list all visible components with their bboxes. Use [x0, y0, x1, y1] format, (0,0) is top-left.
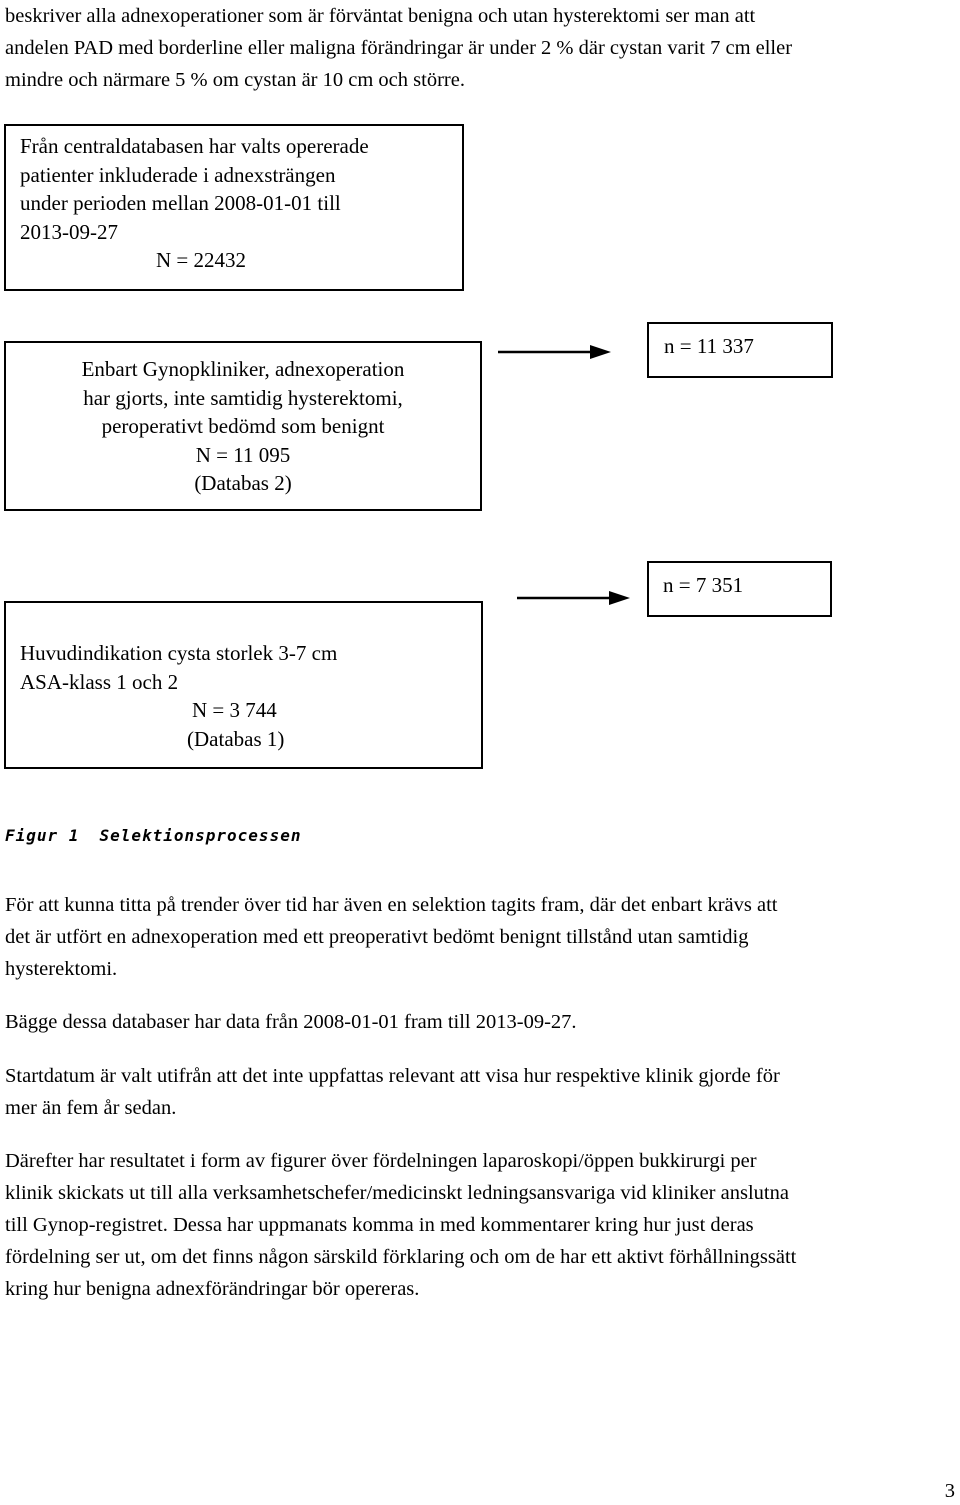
flow-box-line: Enbart Gynopkliniker, adnexoperation: [81, 357, 405, 381]
figure-title: Selektionsprocessen: [99, 826, 302, 845]
flow-box-line: har gjorts, inte samtidig hysterektomi,: [83, 385, 403, 410]
arrow-right-icon: [517, 589, 632, 607]
flow-box-database-2: [4, 341, 482, 511]
flow-box-line: ASA-klass 1 och 2: [20, 669, 179, 694]
excluded-count: n = 11 337: [664, 334, 754, 358]
page-number: 3: [944, 1480, 955, 1502]
flow-box-line: under perioden mellan 2008-01-01 till: [20, 191, 341, 215]
arrow-right-icon: [498, 343, 613, 361]
flow-box-line: (Databas 1): [187, 726, 285, 751]
flow-box-excluded-1: [647, 322, 833, 378]
flow-box-line: patienter inkluderade i adnexsträngen: [20, 162, 336, 187]
text-line: andelen PAD med borderline eller maligna förändringar är under 2 % där cystan varit 7 cm eller: [5, 37, 793, 59]
flow-box-database-1: [4, 601, 483, 769]
text-line: Bägge dessa databaser har data från 2008-01-01 fram till 2013-09-27.: [5, 1011, 577, 1033]
text-line: Startdatum är valt utifrån att det inte uppfattas relevant att visa hur respektive klinik gjorde för: [5, 1065, 780, 1087]
text-line: klinik skickats ut till alla verksamhetschefer/medicinskt ledningsansvariga vid kliniker anslutna: [5, 1182, 789, 1204]
flow-box-line: (Databas 2): [194, 471, 292, 495]
flow-box-line: N = 11 095: [195, 442, 291, 467]
text-line: Därefter har resultatet i form av figurer över fördelningen laparoskopi/öppen bukkirurgi per: [5, 1150, 757, 1172]
paragraph: [5, 1145, 950, 1305]
text-line: mindre och närmare 5 % om cystan är 10 cm och större.: [5, 69, 465, 91]
excluded-count: n = 7 351: [663, 573, 744, 597]
text-line: fördelning ser ut, om det finns någon särskild förklaring och om de har ett aktivt förhållningssätt: [5, 1246, 797, 1268]
flow-box-excluded-2: [647, 561, 832, 617]
text-line: det är utfört en adnexoperation med ett preoperativt bedömt benignt tillstånd utan samtidig: [5, 926, 749, 948]
flow-box-total: [4, 124, 464, 291]
text-line: mer än fem år sedan.: [5, 1097, 177, 1119]
paragraph: [5, 1060, 950, 1124]
figure-label: Figur 1: [5, 826, 80, 845]
figure-caption: [5, 826, 301, 845]
flow-box-line: peroperativt bedömd som benignt: [101, 414, 385, 438]
flow-box-line: Huvudindikation cysta storlek 3-7 cm: [20, 641, 338, 665]
text-line: kring hur benigna adnexförändringar bör opereras.: [5, 1278, 420, 1300]
text-line: beskriver alla adnexoperationer som är förväntat benigna och utan hysterektomi ser man att: [5, 5, 756, 27]
intro-paragraph: [5, 0, 950, 96]
flow-box-line: 2013-09-27: [20, 219, 118, 244]
flow-box-count: N = 3 744: [192, 698, 277, 722]
paragraph: [5, 1006, 950, 1038]
text-line: till Gynop-registret. Dessa har uppmanats komma in med kommentarer kring hur just deras: [5, 1214, 754, 1236]
paragraph: [5, 889, 950, 985]
flow-box-line: Från centraldatabasen har valts opererade: [20, 134, 369, 158]
text-line: hysterektomi.: [5, 958, 118, 980]
flow-box-count: N = 22432: [156, 248, 247, 272]
text-line: För att kunna titta på trender över tid har även en selektion tagits fram, där det enbart krävs att: [5, 894, 778, 916]
